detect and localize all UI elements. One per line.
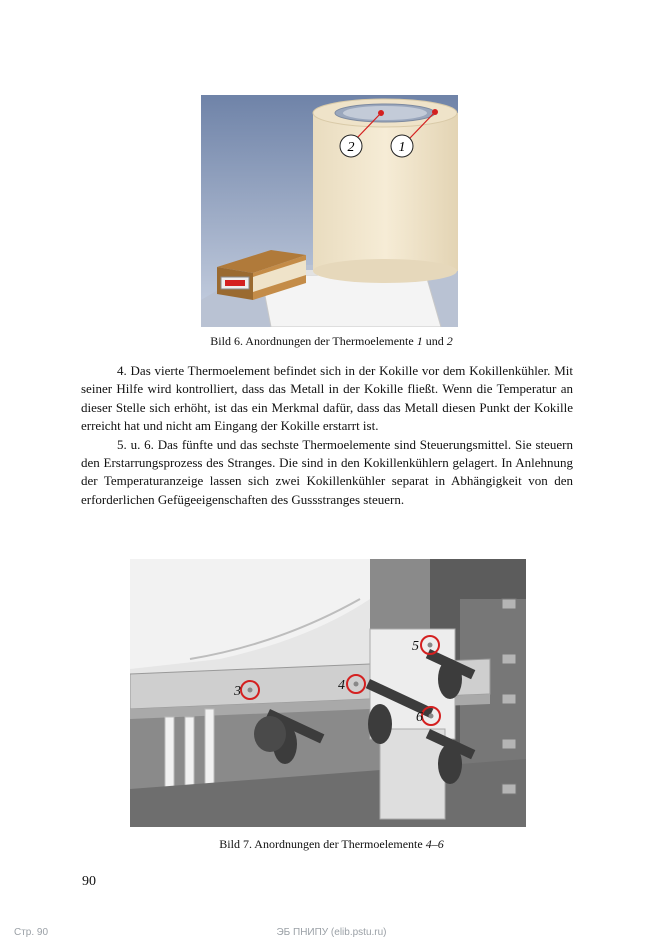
label-4: 4: [338, 678, 345, 693]
footer-library-label: ЭБ ПНИПУ (elib.pstu.ru): [276, 927, 387, 938]
caption-text-mid: und: [422, 334, 447, 348]
caption-text: Bild 7. Anordnungen der Thermoelemente: [219, 837, 426, 851]
footer-page-label: Стр. 90: [14, 927, 49, 938]
label-3: 3: [234, 684, 241, 699]
paragraph-thermoelement-5-6: 5. u. 6. Das fünfte und das sechste Thermoelemente sind Steuerungsmittel. Sie steuern den Erstarrungsprozess des Stranges. Die sind in den Kokillenkühlern gelagert. In Anlehnung der Temperaturanzeige lassen sich zwei Kokillenkühler separat in Abhängigkeit von den erforderlichen Gefügeeigenschaften des Gussstranges steuern.: [81, 436, 573, 507]
label-5: 5: [412, 639, 419, 654]
caption-text: Bild 6. Anordnungen der Thermoelemente: [210, 334, 417, 348]
body-text: [81, 362, 573, 509]
caption-range: 4–6: [425, 837, 444, 851]
caption-number-1: 1: [416, 334, 423, 348]
figure-7-image: [130, 559, 526, 827]
figure-6-image: [201, 95, 458, 327]
paragraph-thermoelement-4: 4. Das vierte Thermoelement befindet sich in der Kokille vor dem Kokillenkühler. Mit seiner Hilfe wird kontrolliert, dass das Metall in der Kokille fließt. Wenn die Temperatur an dieser Stelle sich erhöht, ist das ein Merkmal dafür, dass das Metall diesen Punkt der Kokille erreicht hat und nicht am Eingang der Kokille erstarrt ist.: [81, 363, 573, 434]
caption-number-2: 2: [446, 334, 453, 348]
callout-1: 1: [398, 140, 406, 155]
figure-6-caption: [0, 334, 663, 349]
callout-2: 2: [347, 140, 355, 155]
figure-7-caption: [0, 837, 663, 852]
page-number: 90: [82, 874, 96, 889]
label-6: 6: [416, 710, 423, 725]
